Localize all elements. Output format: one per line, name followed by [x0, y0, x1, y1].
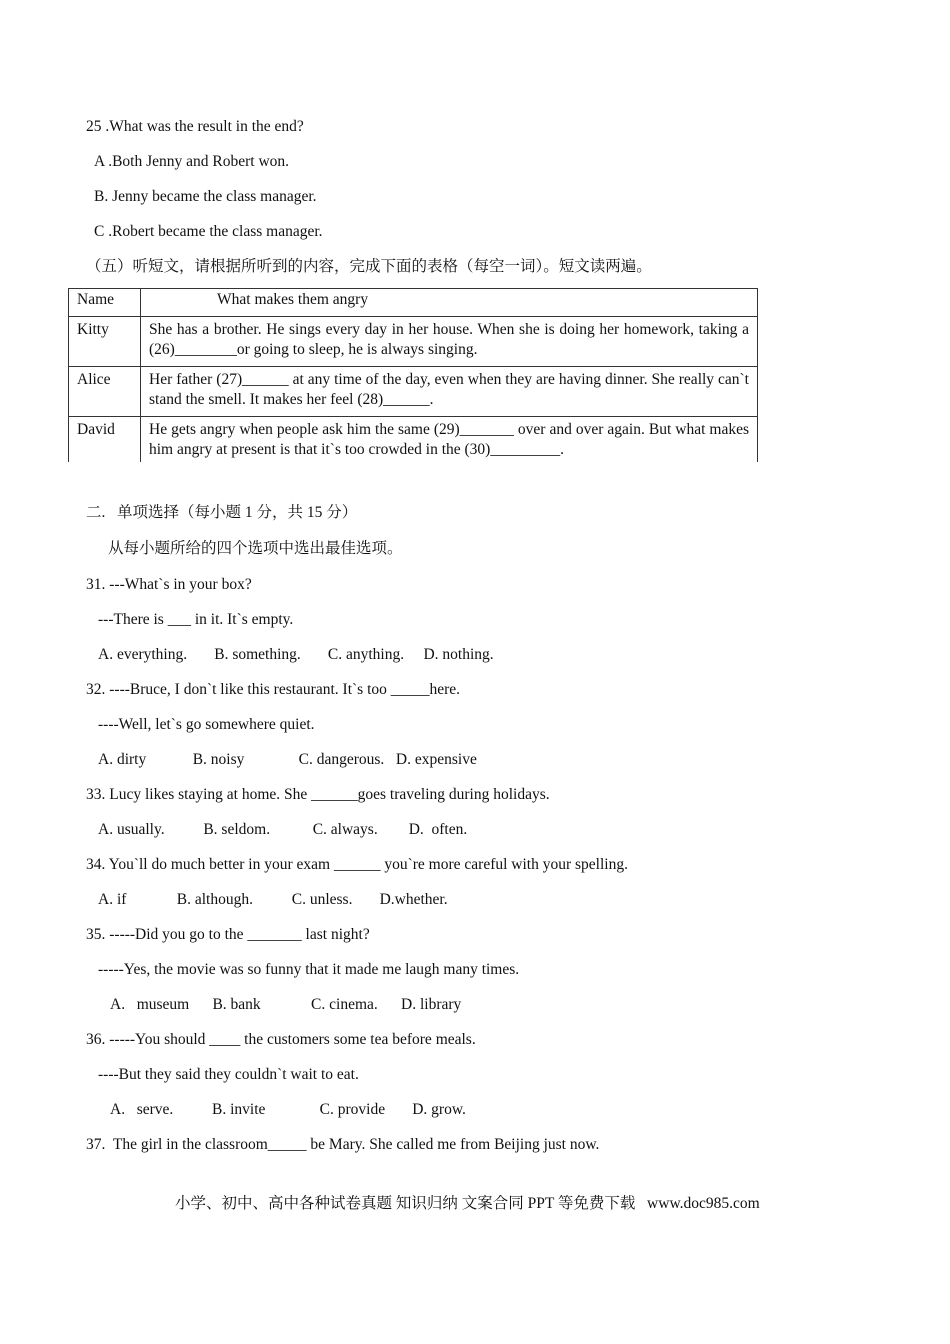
q32-question: 32. ----Bruce, I don`t like this restaurant. It`s too _____here. [86, 681, 461, 698]
q32-answer-line: ----Well, let`s go somewhere quiet. [98, 716, 315, 733]
q34-question: 34. You`ll do much better in your exam ______ you`re more careful with your spelling. [86, 856, 628, 873]
q33-options: A. usually. B. seldom. C. always. D. often. [98, 821, 468, 838]
table-header-row [69, 289, 758, 317]
q34-options: A. if B. although. C. unless. D.whether. [98, 891, 448, 908]
table-row [69, 367, 758, 417]
part2-instruction: 从每小题所给的四个选项中选出最佳选项。 [108, 540, 403, 557]
table-row [69, 417, 758, 463]
q36-answer-line: ----But they said they couldn`t wait to eat. [98, 1066, 359, 1083]
q35-answer-line: -----Yes, the movie was so funny that it made me laugh many times. [98, 961, 520, 978]
q32-options: A. dirty B. noisy C. dangerous. D. expensive [98, 751, 477, 768]
q31-options: A. everything. B. something. C. anything. D. nothing. [98, 646, 494, 663]
listening-table [68, 288, 758, 462]
header-name: Name [69, 289, 141, 317]
row-name: Alice [69, 367, 141, 417]
q35-options: A. museum B. bank C. cinema. D. library [110, 996, 462, 1013]
q33-question: 33. Lucy likes staying at home. She ______goes traveling during holidays. [86, 786, 550, 803]
row-text: She has a brother. He sings every day in her house. When she is doing her homework, taking a (26)________or going to sleep, he is always singing. [141, 317, 758, 367]
q25-option-b: B. Jenny became the class manager. [94, 188, 317, 205]
q36-options: A. serve. B. invite C. provide D. grow. [110, 1101, 466, 1118]
row-text: He gets angry when people ask him the same (29)_______ over and over again. But what makes him angry at present is that it`s too crowded in the (30)_________. [141, 417, 758, 463]
row-name: David [69, 417, 141, 463]
table-row [69, 317, 758, 367]
q25-option-a: A .Both Jenny and Robert won. [94, 153, 290, 170]
header-angry: What makes them angry [141, 289, 758, 317]
q25-question: 25 .What was the result in the end? [86, 118, 304, 135]
q25-option-c: C .Robert became the class manager. [94, 223, 323, 240]
row-text: Her father (27)______ at any time of the day, even when they are having dinner. She really can`t stand the smell. It makes her feel (28)______. [141, 367, 758, 417]
q31-question: 31. ---What`s in your box? [86, 576, 252, 593]
q35-question: 35. -----Did you go to the _______ last night? [86, 926, 370, 943]
row-name: Kitty [69, 317, 141, 367]
q36-question: 36. -----You should ____ the customers some tea before meals. [86, 1031, 476, 1048]
section5-instruction: （五）听短文，请根据所听到的内容，完成下面的表格（每空一词）。短文读两遍。 [86, 258, 652, 275]
q31-answer-line: ---There is ___ in it. It`s empty. [98, 611, 294, 628]
page-footer: 小学、初中、高中各种试卷真题 知识归纳 文案合同 PPT 等免费下载 www.doc985.com [175, 1195, 760, 1212]
part2-heading: 二. 单项选择（每小题 1 分，共 15 分） [86, 504, 358, 521]
q37-question: 37. The girl in the classroom_____ be Mary. She called me from Beijing just now. [86, 1136, 600, 1153]
